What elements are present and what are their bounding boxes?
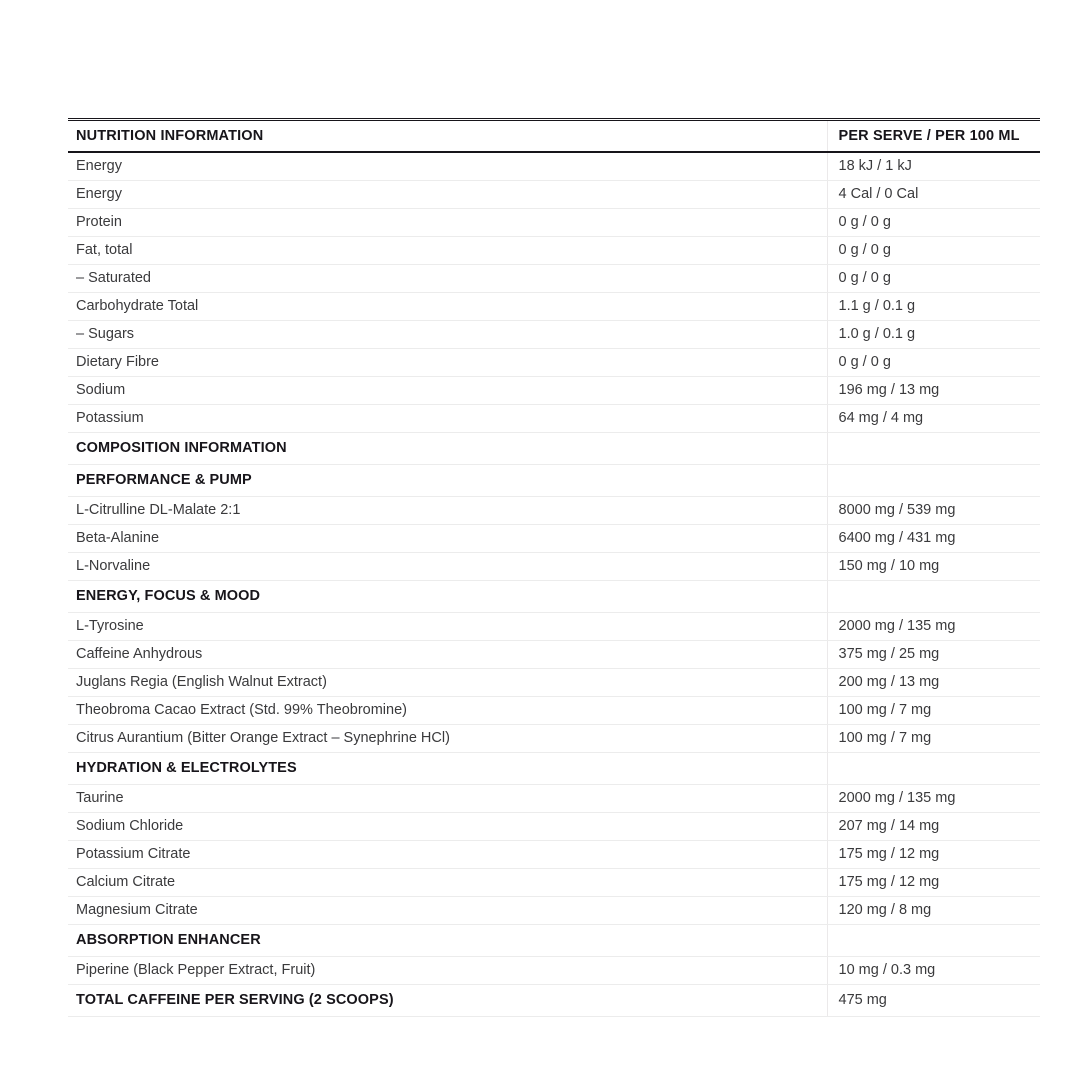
row-label: Juglans Regia (English Walnut Extract) [68, 669, 827, 697]
table-row [68, 897, 1040, 925]
row-value: 200 mg / 13 mg [827, 669, 1040, 697]
table-body [68, 152, 1040, 1017]
row-value: 0 g / 0 g [827, 265, 1040, 293]
row-value: 10 mg / 0.3 mg [827, 957, 1040, 985]
row-value [827, 753, 1040, 785]
row-value: 100 mg / 7 mg [827, 697, 1040, 725]
row-label: Potassium Citrate [68, 841, 827, 869]
table-row [68, 525, 1040, 553]
table-row [68, 405, 1040, 433]
table-head [68, 120, 1040, 153]
row-value: 120 mg / 8 mg [827, 897, 1040, 925]
table-row [68, 785, 1040, 813]
table-row [68, 613, 1040, 641]
row-label: Beta-Alanine [68, 525, 827, 553]
row-value: 18 kJ / 1 kJ [827, 152, 1040, 181]
row-value: 6400 mg / 431 mg [827, 525, 1040, 553]
table-row [68, 237, 1040, 265]
row-label: Caffeine Anhydrous [68, 641, 827, 669]
total-row [68, 985, 1040, 1017]
row-value: 64 mg / 4 mg [827, 405, 1040, 433]
row-label: L-Norvaline [68, 553, 827, 581]
row-value: 475 mg [827, 985, 1040, 1017]
table-row [68, 641, 1040, 669]
table-row [68, 321, 1040, 349]
row-label: ENERGY, FOCUS & MOOD [68, 581, 827, 613]
table-row [68, 957, 1040, 985]
row-value: 4 Cal / 0 Cal [827, 181, 1040, 209]
row-label: Dietary Fibre [68, 349, 827, 377]
section-header-row [68, 433, 1040, 465]
row-label: Citrus Aurantium (Bitter Orange Extract – Synephrine HCl) [68, 725, 827, 753]
row-label: Energy [68, 181, 827, 209]
row-value: 1.0 g / 0.1 g [827, 321, 1040, 349]
row-label: Sodium Chloride [68, 813, 827, 841]
row-value: 150 mg / 10 mg [827, 553, 1040, 581]
row-value: 175 mg / 12 mg [827, 869, 1040, 897]
table-row [68, 293, 1040, 321]
table-row [68, 553, 1040, 581]
row-label: – Saturated [68, 265, 827, 293]
row-label: Fat, total [68, 237, 827, 265]
section-header-row [68, 581, 1040, 613]
row-label: Magnesium Citrate [68, 897, 827, 925]
table-row [68, 181, 1040, 209]
nutrition-information-table [68, 118, 1040, 1017]
table-row [68, 725, 1040, 753]
table-row [68, 813, 1040, 841]
table-row [68, 209, 1040, 237]
table-row [68, 349, 1040, 377]
table-header-row [68, 120, 1040, 153]
row-label: COMPOSITION INFORMATION [68, 433, 827, 465]
row-label: Theobroma Cacao Extract (Std. 99% Theobromine) [68, 697, 827, 725]
section-header-row [68, 925, 1040, 957]
row-label: Taurine [68, 785, 827, 813]
table-row [68, 697, 1040, 725]
row-label: Carbohydrate Total [68, 293, 827, 321]
row-label: L-Citrulline DL-Malate 2:1 [68, 497, 827, 525]
table-row [68, 497, 1040, 525]
nutrition-panel [68, 118, 1040, 1017]
table-row [68, 152, 1040, 181]
row-value: 8000 mg / 539 mg [827, 497, 1040, 525]
row-label: Piperine (Black Pepper Extract, Fruit) [68, 957, 827, 985]
row-value: 2000 mg / 135 mg [827, 613, 1040, 641]
row-label: Calcium Citrate [68, 869, 827, 897]
row-value [827, 433, 1040, 465]
row-label: ABSORPTION ENHANCER [68, 925, 827, 957]
row-value: 0 g / 0 g [827, 237, 1040, 265]
row-value: 1.1 g / 0.1 g [827, 293, 1040, 321]
table-row [68, 265, 1040, 293]
row-value [827, 925, 1040, 957]
table-row [68, 841, 1040, 869]
row-value: 196 mg / 13 mg [827, 377, 1040, 405]
row-label: PERFORMANCE & PUMP [68, 465, 827, 497]
row-value: 207 mg / 14 mg [827, 813, 1040, 841]
column-header-nutrition-information: NUTRITION INFORMATION [68, 120, 827, 153]
section-header-row [68, 753, 1040, 785]
table-row [68, 869, 1040, 897]
section-header-row [68, 465, 1040, 497]
table-row [68, 669, 1040, 697]
row-label: Potassium [68, 405, 827, 433]
row-label: Sodium [68, 377, 827, 405]
row-label: HYDRATION & ELECTROLYTES [68, 753, 827, 785]
row-value: 375 mg / 25 mg [827, 641, 1040, 669]
row-value: 100 mg / 7 mg [827, 725, 1040, 753]
row-value: 0 g / 0 g [827, 209, 1040, 237]
row-label: TOTAL CAFFEINE PER SERVING (2 SCOOPS) [68, 985, 827, 1017]
row-label: Energy [68, 152, 827, 181]
column-header-per-serve-per-100ml: PER SERVE / PER 100 ML [827, 120, 1040, 153]
row-label: L-Tyrosine [68, 613, 827, 641]
table-row [68, 377, 1040, 405]
row-label: Protein [68, 209, 827, 237]
row-value: 175 mg / 12 mg [827, 841, 1040, 869]
row-value: 0 g / 0 g [827, 349, 1040, 377]
row-label: – Sugars [68, 321, 827, 349]
row-value [827, 465, 1040, 497]
row-value: 2000 mg / 135 mg [827, 785, 1040, 813]
row-value [827, 581, 1040, 613]
